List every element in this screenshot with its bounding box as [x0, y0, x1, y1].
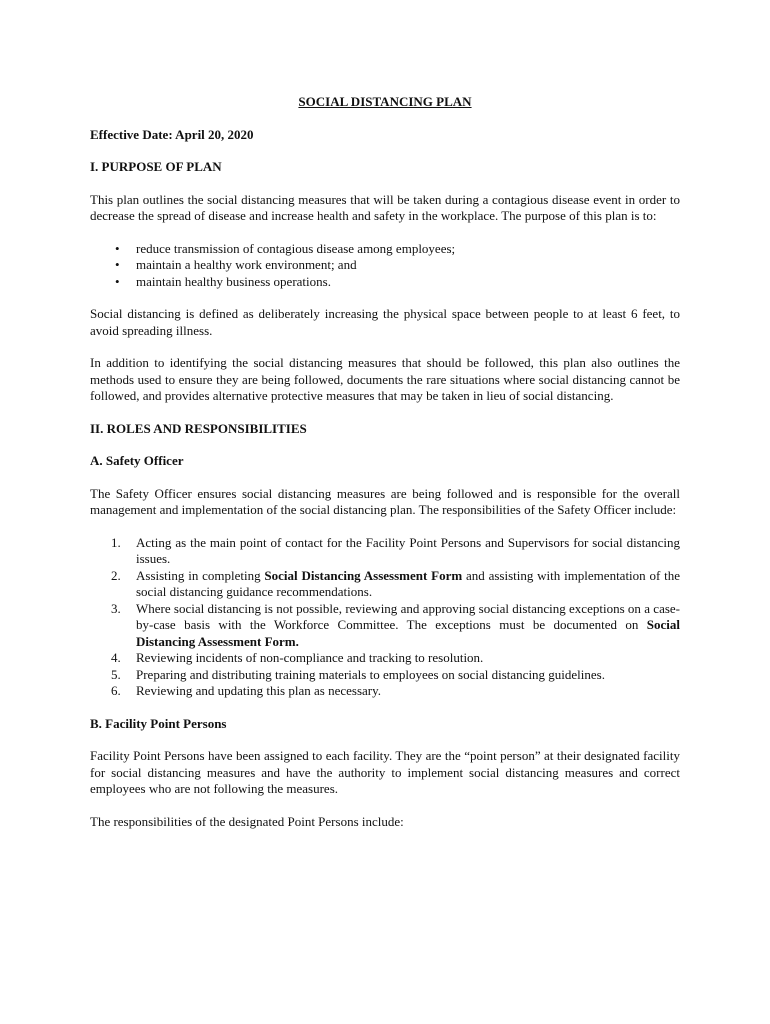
form-name-bold: Social Distancing Assessment Form. [136, 617, 680, 649]
safety-officer-responsibilities [90, 535, 680, 700]
point-persons-responsibilities-intro: The responsibilities of the designated Point Persons include: [90, 813, 404, 829]
facility-point-persons-intro: Facility Point Persons have been assigned to each facility. They are the “point person” at their designated facility for social distancing measures and have the authority to implement social distancing measures and correct employees who are not following the measures. [90, 748, 680, 796]
document-page [90, 94, 680, 846]
list-number: 2. [111, 567, 121, 583]
list-item [111, 666, 680, 684]
list-item [111, 534, 680, 568]
list-text-pre: Where social distancing is not possible, reviewing and approving social distancing exceptions on a case-by-case basis with the Workforce Committee. The exceptions must be documented on [136, 600, 680, 632]
safety-officer-heading: A. Safety Officer [90, 453, 184, 468]
list-item: • reduce transmission of contagious disease among employees; [136, 241, 680, 258]
list-number: 1. [111, 534, 121, 550]
section-roles-heading: II. ROLES AND RESPONSIBILITIES [90, 420, 307, 436]
safety-officer-intro: The Safety Officer ensures social distancing measures are being followed and is responsible for the overall management and implementation of the social distancing plan. The responsibilities of the Safety Officer include: [90, 485, 680, 517]
list-text: Preparing and distributing training materials to employees on social distancing guidelines. [136, 666, 605, 682]
list-number: 4. [111, 650, 121, 665]
form-name-bold: Social Distancing Assessment Form [264, 567, 463, 583]
list-item [111, 650, 680, 667]
document-title: SOCIAL DISTANCING PLAN [298, 94, 472, 109]
list-item [111, 683, 680, 700]
list-item: • maintain healthy business operations. [136, 274, 680, 291]
purpose-bullet-list [90, 241, 680, 291]
list-item [111, 567, 680, 601]
list-text-pre: Assisting in completing [136, 567, 265, 583]
purpose-intro: This plan outlines the social distancing measures that will be taken during a contagious disease event in order to decrease the spread of disease and increase health and safety in the workplace. The purpose of this plan is to: [90, 191, 680, 223]
list-item: • maintain a healthy work environment; and [136, 257, 680, 274]
section-purpose-heading: I. PURPOSE OF PLAN [90, 159, 222, 174]
plan-scope-paragraph: In addition to identifying the social distancing measures that should be followed, this plan also outlines the methods used to ensure they are being followed, documents the rare situations where social distancing cannot be followed, and provides alternative protective measures that may be taken in lieu of social distancing. [90, 355, 680, 403]
list-text-post: and assisting with implementation of the social distancing guidance recommendations. [136, 567, 680, 599]
social-distancing-definition: Social distancing is defined as deliberately increasing the physical space between people to at least 6 feet, to avoid spreading illness. [90, 306, 680, 338]
list-number: 5. [111, 666, 121, 682]
list-number: 6. [111, 683, 121, 698]
list-text: Reviewing incidents of non-compliance and tracking to resolution. [136, 650, 484, 665]
facility-point-persons-heading: B. Facility Point Persons [90, 715, 227, 731]
list-text: Reviewing and updating this plan as necessary. [136, 683, 382, 698]
list-text: Acting as the main point of contact for the Facility Point Persons and Supervisors for social distancing issues. [136, 534, 680, 566]
list-number: 3. [111, 600, 121, 616]
list-item [111, 600, 680, 651]
effective-date: Effective Date: April 20, 2020 [90, 126, 254, 142]
